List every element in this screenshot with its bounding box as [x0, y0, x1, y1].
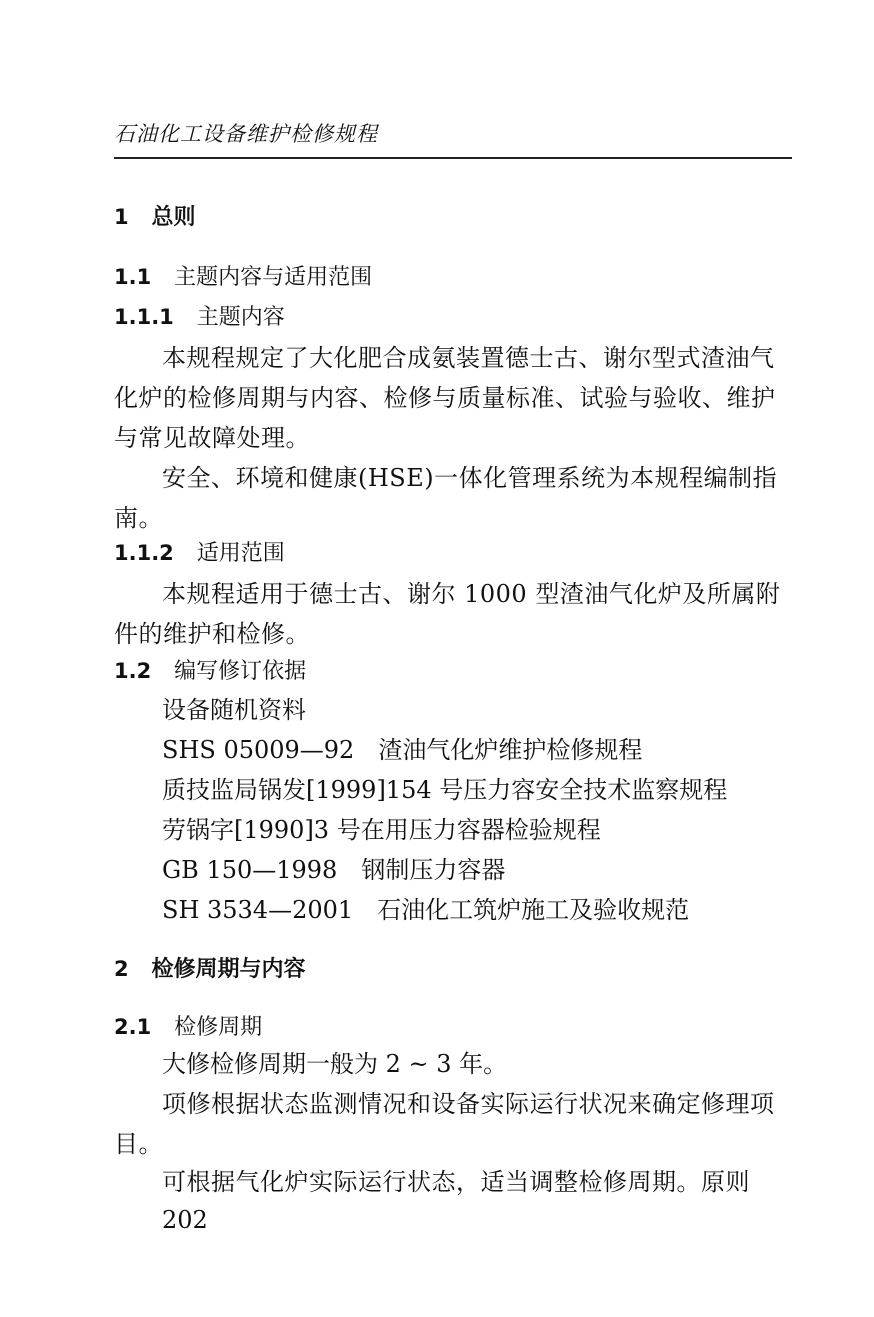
- section-heading-2: [114, 952, 306, 986]
- paragraph: 可根据气化炉实际运行状态，适当调整检修周期。原则: [162, 1168, 750, 1196]
- section-heading-1-2: [114, 654, 306, 688]
- section-title: 编写修订依据: [174, 659, 307, 684]
- section-number: 1: [114, 205, 129, 229]
- section-heading-1-1-1: [114, 300, 285, 334]
- paragraph: 安全、环境和健康(HSE)一体化管理系统为本规程编制指南。: [114, 464, 778, 532]
- section-number: 1.1.2: [114, 541, 174, 565]
- section-title: 主题内容: [196, 305, 285, 330]
- section-title: 检修周期与内容: [151, 957, 306, 982]
- section-title: 总则: [151, 205, 196, 230]
- page-number: 202: [162, 1206, 208, 1234]
- reference-item: 劳锅字[1990]3 号在用压力容器检验规程: [162, 816, 601, 844]
- section-number: 1.1: [114, 265, 152, 289]
- running-header: 石油化工设备维护检修规程: [114, 122, 378, 146]
- section-title: 主题内容与适用范围: [174, 265, 373, 290]
- paragraph: 本规程适用于德士古、谢尔 1000 型渣油气化炉及所属附件的维护和检修。: [114, 580, 781, 648]
- section-heading-2-1: [114, 1010, 262, 1044]
- header-rule: [114, 157, 792, 159]
- section-heading-1-1: [114, 260, 372, 294]
- section-heading-1: [114, 200, 196, 234]
- reference-item: 设备随机资料: [162, 696, 306, 724]
- section-number: 2.1: [114, 1015, 152, 1039]
- section-title: 检修周期: [174, 1015, 263, 1040]
- reference-item: SHS 05009—92 渣油气化炉维护检修规程: [162, 736, 643, 764]
- section-number: 1.1.1: [114, 305, 174, 329]
- paragraph: 大修检修周期一般为 2 ~ 3 年。: [162, 1050, 508, 1078]
- paragraph: 本规程规定了大化肥合成氨装置德士古、谢尔型式渣油气化炉的检修周期与内容、检修与质量标准、试验与验收、维护与常见故障处理。: [114, 344, 776, 452]
- section-title: 适用范围: [196, 541, 285, 566]
- section-heading-1-1-2: [114, 536, 285, 570]
- section-number: 1.2: [114, 659, 152, 683]
- reference-item: SH 3534—2001 石油化工筑炉施工及验收规范: [162, 896, 690, 924]
- reference-item: GB 150—1998 钢制压力容器: [162, 856, 506, 884]
- reference-item: 质技监局锅发[1999]154 号压力容安全技术监察规程: [162, 776, 728, 804]
- paragraph: 项修根据状态监测情况和设备实际运行状况来确定修理项目。: [114, 1090, 775, 1158]
- section-number: 2: [114, 957, 129, 981]
